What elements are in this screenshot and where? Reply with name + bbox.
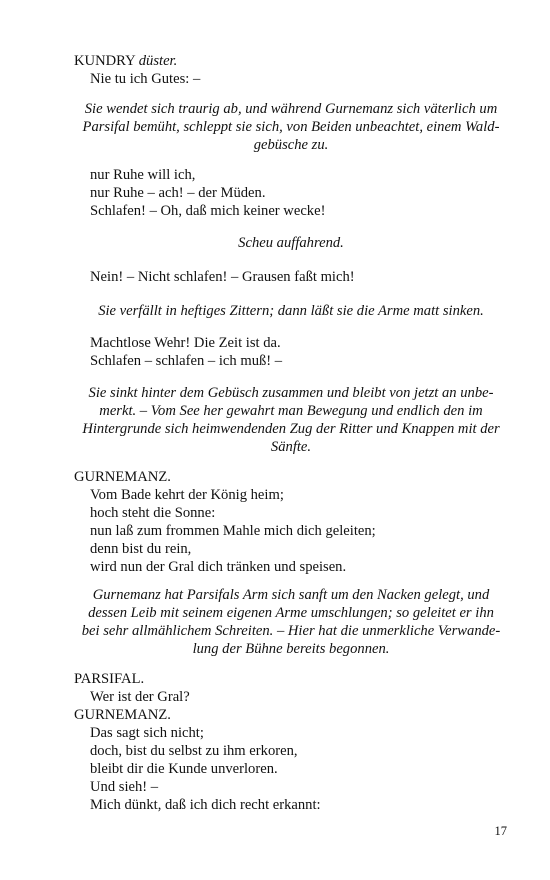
stage-direction-line: bei sehr allmählichem Schreiten. – Hier hat die unmerkliche Verwande- [81, 623, 501, 639]
stage-direction-line: Sänfte. [270, 439, 312, 455]
page-number: 17 [494, 824, 507, 838]
stage-direction-line: merkt. – Vom See her gewahrt man Bewegung und endlich den im [99, 403, 483, 419]
kundry-speech-1 [74, 52, 508, 88]
verse-line: Schlafen – schlafen – ich muß! – [90, 353, 283, 369]
stage-direction-1 [74, 100, 508, 154]
verse-line: denn bist du rein, [90, 541, 192, 557]
verse-line: Wer ist der Gral? [90, 689, 190, 705]
stage-direction-5 [74, 586, 508, 658]
gurnemanz-speech-1 [74, 468, 508, 576]
verse-line: nur Ruhe will ich, [90, 167, 196, 183]
verse-line: Und sieh! – [90, 779, 159, 795]
verse-line: hoch steht die Sonne: [90, 505, 216, 521]
verse-line: Machtlose Wehr! Die Zeit ist da. [90, 335, 281, 351]
verse-line: doch, bist du selbst zu ihm erkoren, [90, 743, 298, 759]
verse-line: nun laß zum frommen Mahle mich dich geleiten; [90, 523, 376, 539]
verse-line: Das sagt sich nicht; [90, 725, 204, 741]
stage-direction-line: Sie sinkt hinter dem Gebüsch zusammen und bleibt von jetzt an unbe- [88, 385, 494, 401]
stage-direction-line: Parsifal bemüht, schleppt sie sich, von Beiden unbeachtet, einem Wald- [82, 119, 500, 135]
verse-line: Nie tu ich Gutes: – [90, 71, 201, 87]
verse-line: nur Ruhe – ach! – der Müden. [90, 185, 266, 201]
dialogue-parsifal-gurnemanz [74, 670, 508, 814]
speaker-name: KUNDRY [74, 53, 136, 69]
stage-direction-line: gebüsche zu. [253, 137, 329, 153]
kundry-speech-2 [74, 166, 508, 220]
verse-line: Mich dünkt, daß ich dich recht erkannt: [90, 797, 321, 813]
kundry-speech-3 [74, 268, 508, 286]
stage-direction-3 [74, 302, 508, 320]
stage-direction-line: Sie verfällt in heftiges Zittern; dann läßt sie die Arme matt sinken. [98, 303, 484, 319]
verse-line: Vom Bade kehrt der König heim; [90, 487, 284, 503]
stage-direction-line: dessen Leib mit seinem eigenen Arme umschlungen; so geleitet er ihn [88, 605, 494, 621]
kundry-speech-4 [74, 334, 508, 370]
stage-direction-line: lung der Bühne bereits begonnen. [192, 641, 390, 657]
stage-direction-line: Sie wendet sich traurig ab, und während Gurnemanz sich väterlich um [84, 101, 498, 117]
stage-direction-2 [74, 234, 508, 252]
stage-direction-line: Hintergrunde sich heimwendenden Zug der Ritter und Knappen mit der [82, 421, 500, 437]
speaker-name: GURNEMANZ. [74, 707, 171, 723]
speaker-line [74, 52, 508, 70]
speaker-name: GURNEMANZ. [74, 469, 171, 485]
stage-direction-line: Gurnemanz hat Parsifals Arm sich sanft um den Nacken gelegt, und [92, 587, 490, 603]
stage-direction-inline: düster. [138, 53, 178, 69]
speaker-name: PARSIFAL. [74, 671, 145, 687]
verse-line: Schlafen! – Oh, daß mich keiner wecke! [90, 203, 326, 219]
stage-direction-line: Scheu auffahrend. [238, 235, 344, 251]
verse-line: wird nun der Gral dich tränken und speisen. [90, 559, 347, 575]
verse-line: Nein! – Nicht schlafen! – Grausen faßt mich! [90, 269, 355, 285]
stage-direction-4 [74, 384, 508, 456]
verse-line: bleibt dir die Kunde unverloren. [90, 761, 278, 777]
